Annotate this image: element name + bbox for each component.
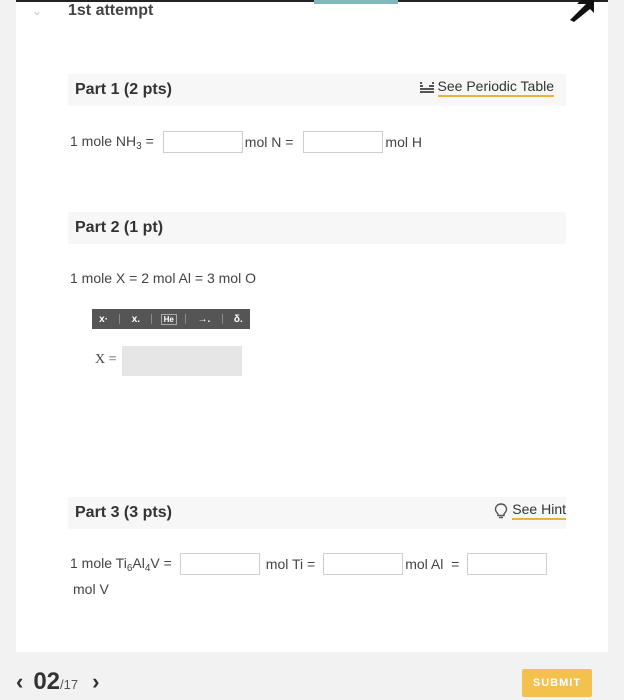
attempt-header[interactable] [32,0,153,22]
mol-ti-input[interactable] [180,553,260,575]
formula-input[interactable] [122,346,242,376]
part1-header [68,74,566,106]
part1-title: Part 1 (2 pts) [75,81,172,98]
mol-al-input[interactable] [323,553,403,575]
submit-button[interactable]: SUBMIT [522,669,592,697]
mol-n-input[interactable] [163,131,243,153]
part1-lhs: 1 mole $NH_3$ = [70,132,154,152]
part2-title: Part 2 (1 pt) [75,219,164,236]
question-pager [16,668,99,696]
mol-v-input[interactable] [467,553,547,575]
chevron-down-icon[interactable]: ⌄ [32,4,43,18]
mol-n-unit: mol N = [244,134,294,150]
mol-h-unit: mol H [385,134,422,150]
part3-equation-row [70,553,549,575]
cursor-arrow-icon [566,0,596,22]
part3-title: Part 3 (3 pts) [75,504,172,521]
mol-v-unit: mol V [73,581,109,597]
subscript-button[interactable]: x. [131,313,141,325]
formula-toolbar [92,309,250,329]
part3-header [68,497,566,529]
periodic-table-icon [420,81,434,95]
mol-al-unit: mol Al = [405,556,460,572]
total-questions: /17 [60,677,79,692]
see-hint-label: See Hint [512,501,566,520]
superscript-button[interactable]: x· [99,313,109,325]
toolbar-divider [119,314,120,324]
next-question-button[interactable]: › [92,669,100,694]
lightbulb-icon [494,503,508,519]
mol-ti-unit: mol Ti = [265,556,316,572]
toolbar-divider [222,314,223,324]
mol-h-input[interactable] [303,131,383,153]
active-tab-indicator [314,0,398,4]
toolbar-divider [151,314,152,324]
part3-lhs: 1 mole $Ti_6Al_4V$ = [70,554,172,574]
part2-equation: 1 mole X = 2 mol Al = 3 mol O [70,270,256,286]
reaction-arrow-button[interactable]: →. [197,313,211,325]
delta-button[interactable]: δ. [233,313,243,325]
current-question-number: 02 [33,668,61,695]
see-periodic-table-link[interactable] [420,78,554,97]
part1-equation-row [70,131,422,153]
prev-question-button[interactable]: ‹ [16,669,24,694]
see-periodic-table-label: See Periodic Table [438,78,554,97]
part2-header [68,212,566,244]
element-button[interactable]: He [161,314,177,325]
see-hint-link[interactable] [494,501,566,520]
x-label: X = [95,352,117,367]
toolbar-divider [185,314,186,324]
attempt-label: 1st attempt [68,2,154,19]
